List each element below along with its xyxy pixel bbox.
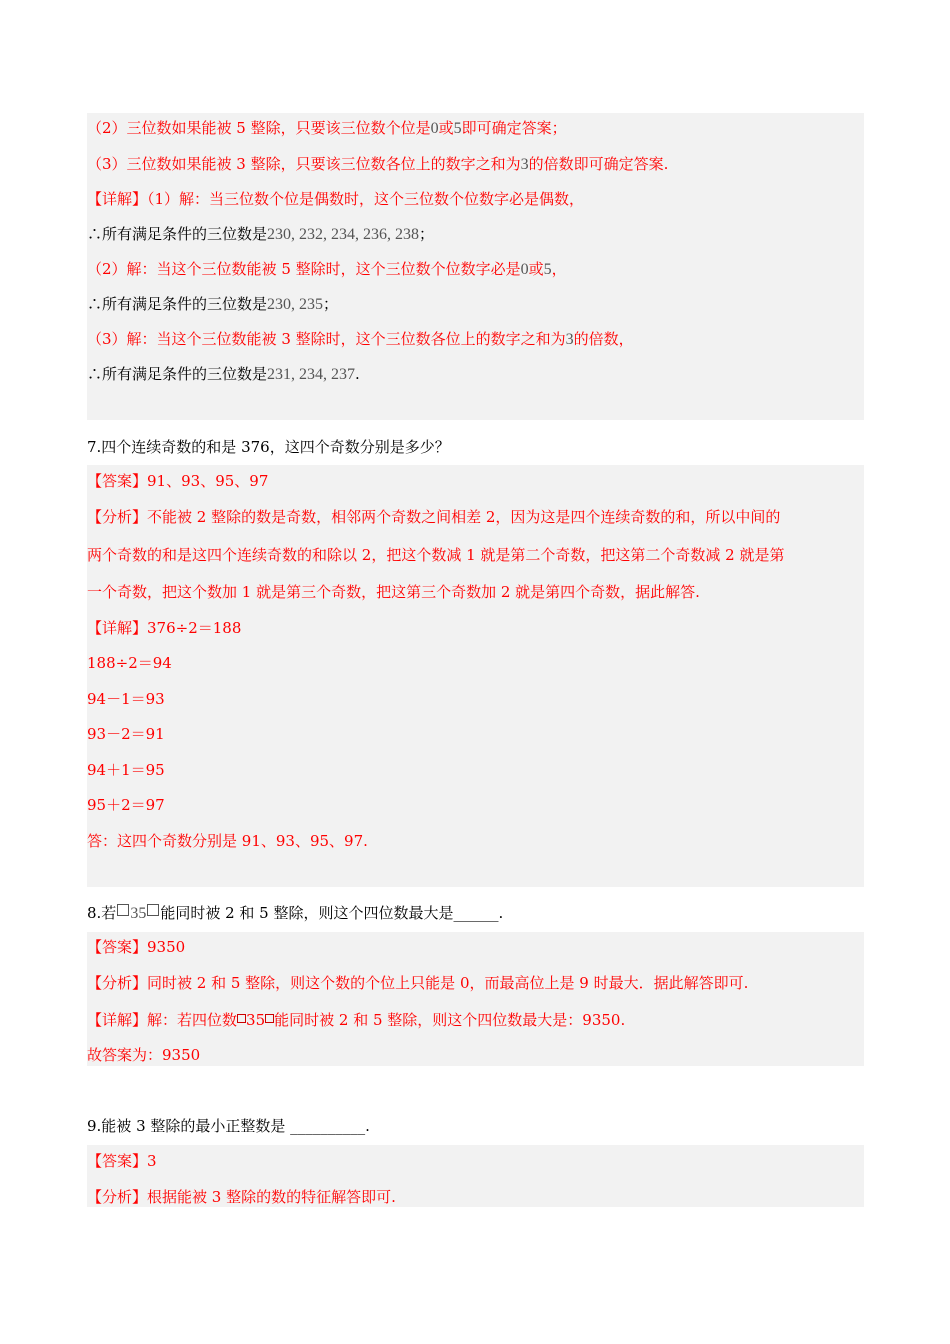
q6-therefore-3: ∴所有满足条件的三位数是231, 234, 237.	[87, 365, 360, 383]
q8-answer: 【答案】9350	[87, 938, 186, 956]
q7-step-3: 94－1＝93	[87, 690, 165, 708]
q6-detail-1: 【详解】（1）解：当三位数个位是偶数时，这个三位数个位数字必是偶数，	[87, 190, 585, 208]
q8-analysis: 【分析】同时被 2 和 5 整除，则这个数的个位上只能是 0，而最高位上是 9 时最大．据此解答即可.	[87, 974, 749, 992]
blank-box-icon	[265, 1014, 274, 1023]
blank-box-icon	[117, 904, 129, 916]
q7-analysis-1: 【分析】不能被 2 整除的数是奇数，相邻两个奇数之间相差 2，因为这是四个连续奇数的和，所以中间的	[87, 508, 781, 526]
q7-step-2: 188÷2＝94	[87, 654, 172, 672]
q8-detail: 【详解】解：若四位数 35 能同时被 2 和 5 整除，则这个四位数最大是：9350.	[87, 1011, 626, 1029]
blank-box-icon	[237, 1014, 246, 1023]
q7-conclusion: 答：这四个奇数分别是 91、93、95、97.	[87, 832, 368, 850]
q7-analysis-2: 两个奇数的和是这四个连续奇数的和除以 2，把这个数减 1 就是第二个奇数，把这第二个奇数减 2 就是第	[87, 546, 785, 564]
q7-analysis-3: 一个奇数，把这个数加 1 就是第三个奇数，把这第三个奇数加 2 就是第四个奇数，据此解答.	[87, 583, 700, 601]
q9-question: 9.能被 3 整除的最小正整数是 __________.	[87, 1117, 370, 1135]
q7-step-4: 93－2＝91	[87, 725, 165, 743]
q8-final: 故答案为：9350	[87, 1046, 201, 1064]
q6-analysis-3: （3）三位数如果能被 3 整除，只要该三位数各位上的数字之和为3的倍数即可确定答案.	[87, 155, 669, 173]
q6-detail-2: （2）解：当这个三位数能被 5 整除时，这个三位数个位数字必是0或5，	[87, 260, 567, 278]
q7-step-5: 94＋1＝95	[87, 761, 165, 779]
q6-therefore-2: ∴所有满足条件的三位数是230, 235；	[87, 295, 339, 313]
q9-analysis: 【分析】根据能被 3 整除的数的特征解答即可.	[87, 1188, 396, 1206]
q6-detail-3: （3）解：当这个三位数能被 3 整除时，这个三位数各位上的数字之和为3的倍数，	[87, 330, 634, 348]
blank-box-icon	[147, 904, 159, 916]
q7-detail-label-line: 【详解】376÷2＝188	[87, 619, 242, 637]
q7-solution-block	[87, 465, 864, 887]
detail-label: 【详解】	[87, 190, 148, 208]
q7-question: 7.四个连续奇数的和是 376，这四个奇数分别是多少？	[87, 438, 450, 456]
q6-analysis-2: （2）三位数如果能被 5 整除，只要该三位数个位是0或5即可确定答案；	[87, 119, 567, 137]
q7-step-6: 95＋2＝97	[87, 796, 165, 814]
q8-question: 8.若 35 能同时被 2 和 5 整除，则这个四位数最大是______.	[87, 904, 504, 922]
q7-answer: 【答案】91、93、95、97	[87, 472, 269, 490]
q6-therefore-1: ∴所有满足条件的三位数是230, 232, 234, 236, 238；	[87, 225, 435, 243]
q9-answer: 【答案】3	[87, 1152, 157, 1170]
